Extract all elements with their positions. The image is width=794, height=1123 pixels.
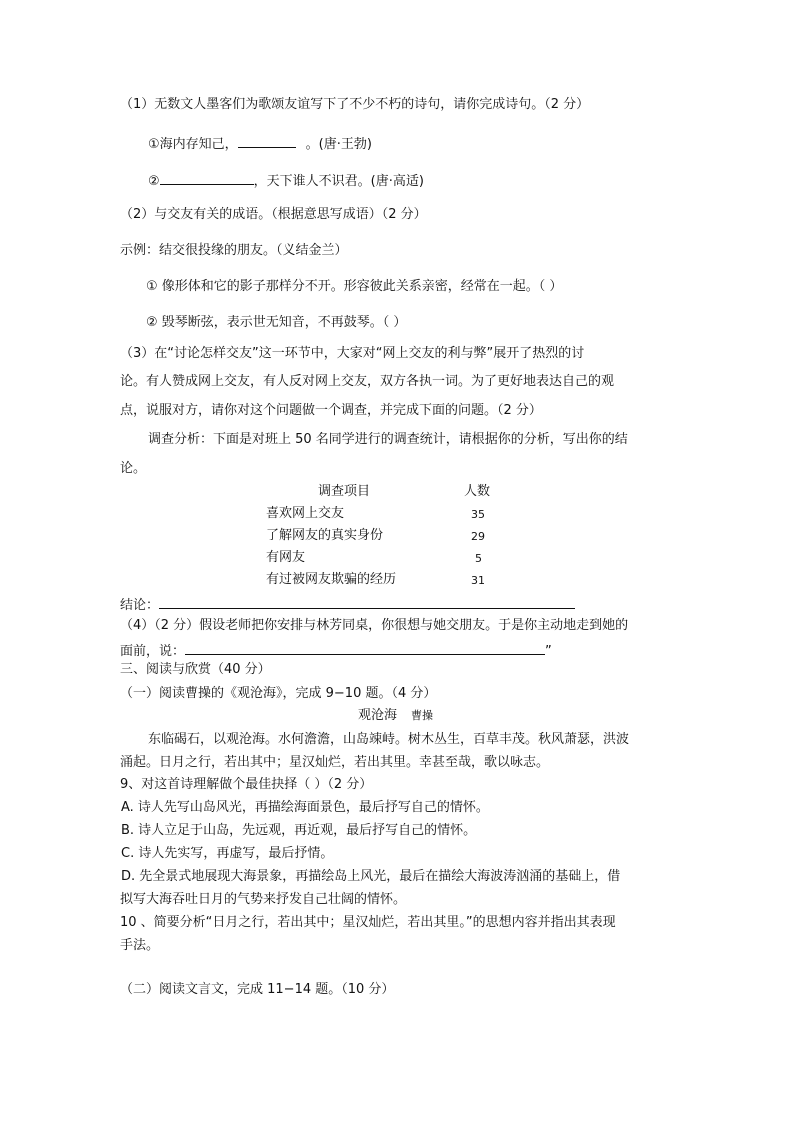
table-row-item: 喜欢网上交友 bbox=[266, 506, 345, 521]
q1-item2 bbox=[148, 170, 424, 191]
q1-item1-suffix: 。(唐·王勃) bbox=[305, 137, 372, 152]
q4-line2-suffix: ” bbox=[545, 644, 552, 659]
q1-item2-suffix: ，天下谁人不识君。(唐·高适) bbox=[253, 174, 424, 189]
conclusion-blank[interactable] bbox=[159, 594, 575, 609]
table-header-item: 调查项目 bbox=[318, 484, 371, 499]
q9-question: 9、对这首诗理解做个最佳抉择（ ）（2 分） bbox=[120, 777, 373, 792]
q3-line2: 论。有人赞成网上交友，有人反对网上交友，双方各执一词。为了更好地表达自己的观 bbox=[120, 374, 615, 389]
q9-option-d-line1: D. 先全景式地展现大海景象，再描绘岛上风光，最后在描绘大海波涛汹涌的基础上，借 bbox=[121, 869, 621, 884]
q3-conclusion bbox=[120, 594, 575, 615]
q2-item2: ② 毁琴断弦，表示世无知音，不再鼓琴。（ ） bbox=[146, 315, 407, 330]
table-row-count: 35 bbox=[471, 508, 485, 521]
q3-analysis-line2: 论。 bbox=[120, 461, 147, 476]
poem-title: 观沧海 bbox=[358, 708, 398, 723]
table-row-item: 有过被网友欺骗的经历 bbox=[266, 572, 397, 587]
table-row-item: 有网友 bbox=[266, 550, 306, 565]
poem-heading bbox=[358, 707, 433, 725]
q4-answer-blank[interactable] bbox=[185, 640, 545, 655]
q9-option-d-line2: 拟写大海吞吐日月的气势来抒发自己壮阔的情怀。 bbox=[120, 892, 407, 907]
q2-item1: ① 像形体和它的影子那样分不开。形容彼此关系亲密，经常在一起。（ ） bbox=[146, 279, 563, 294]
section3-title: 三、阅读与欣赏（40 分） bbox=[120, 662, 271, 677]
q3-line1: （3）在“讨论怎样交友”这一环节中，大家对“网上交友的利与弊”展开了热烈的讨 bbox=[120, 346, 585, 361]
q10-line1: 10 、简要分析“日月之行，若出其中；星汉灿烂，若出其里。”的思想内容并指出其表现 bbox=[120, 915, 616, 930]
q2-example: 示例：结交很投缘的朋友。（义结金兰） bbox=[120, 243, 348, 258]
q9-option-c: C. 诗人先实写，再虚写，最后抒情。 bbox=[121, 846, 334, 861]
q1-item1-prefix: ①海内存知己， bbox=[148, 137, 238, 152]
q9-option-a: A. 诗人先写山岛风光，再描绘海面景色，最后抒写自己的情怀。 bbox=[121, 800, 489, 815]
table-row-item: 了解网友的真实身份 bbox=[266, 528, 384, 543]
conclusion-label: 结论： bbox=[120, 598, 160, 613]
table-header-count: 人数 bbox=[464, 484, 491, 499]
q1-item2-blank[interactable] bbox=[160, 170, 254, 185]
q4-line2-prefix: 面前，说： bbox=[120, 644, 186, 659]
q3-analysis-line1: 调查分析：下面是对班上 50 名同学进行的调查统计，请根据你的分析，写出你的结 bbox=[148, 432, 628, 447]
section3-part1: （一）阅读曹操的《观沧海》，完成 9−10 题。（4 分） bbox=[120, 686, 437, 701]
table-row-count: 5 bbox=[475, 552, 482, 565]
q1-item2-prefix: ② bbox=[148, 174, 160, 189]
poem-line2: 涌起。日月之行，若出其中；星汉灿烂，若出其里。幸甚至哉，歌以咏志。 bbox=[120, 755, 550, 770]
q9-option-b: B. 诗人立足于山岛，先远观，再近观，最后抒写自己的情怀。 bbox=[121, 823, 477, 838]
section3-part2: （二）阅读文言文，完成 11−14 题。（10 分） bbox=[120, 982, 395, 997]
q2-intro: （2）与交友有关的成语。（根据意思写成语）（2 分） bbox=[120, 207, 427, 222]
q1-intro: （1）无数文人墨客们为歌颂友谊写下了不少不朽的诗句，请你完成诗句。（2 分） bbox=[120, 97, 590, 112]
table-row-count: 29 bbox=[471, 530, 485, 543]
q3-line3: 点，说服对方，请你对这个问题做一个调查，并完成下面的问题。（2 分） bbox=[120, 403, 542, 418]
q10-line2: 手法。 bbox=[120, 938, 160, 953]
table-row-count: 31 bbox=[471, 574, 485, 587]
poem-line1: 东临碣石，以观沧海。水何澹澹，山岛竦峙。树木丛生，百草丰茂。秋风萧瑟，洪波 bbox=[148, 732, 630, 747]
poem-author: 曹操 bbox=[411, 709, 434, 722]
q4-line1: （4）（2 分）假设老师把你安排与林芳同桌，你很想与她交朋友。于是你主动地走到她的 bbox=[120, 618, 629, 633]
q1-item1-blank[interactable] bbox=[238, 133, 296, 148]
q4-line2 bbox=[120, 640, 552, 661]
q1-item1 bbox=[148, 133, 372, 154]
